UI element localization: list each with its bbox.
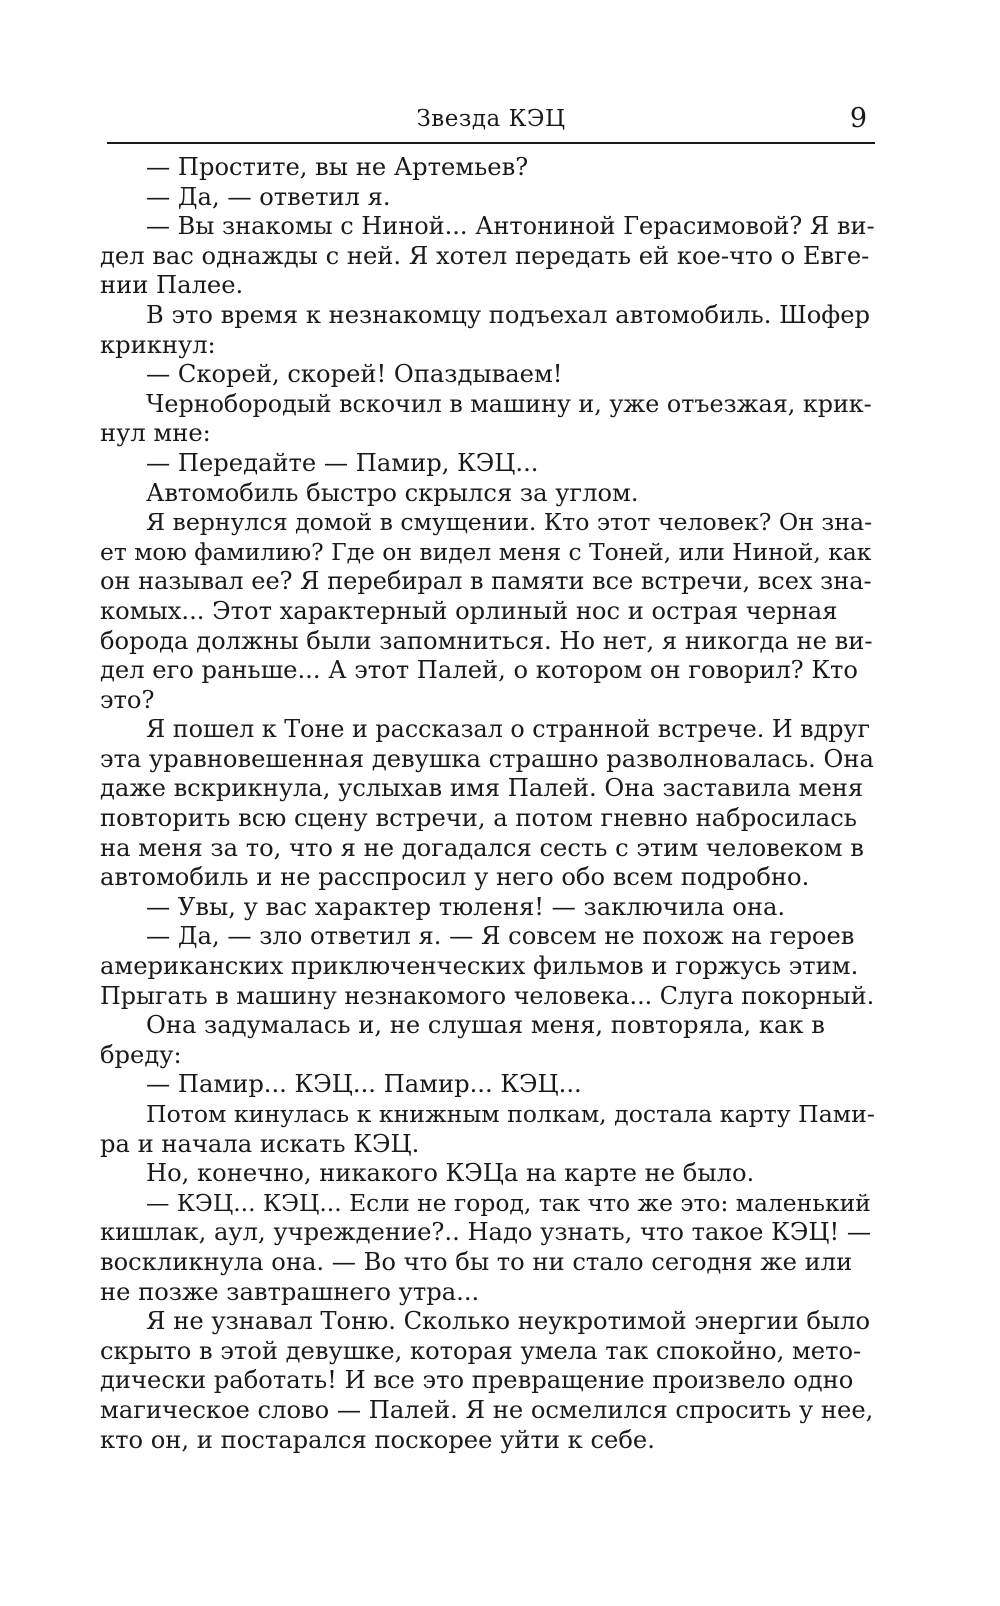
text-line: американских приключенческих фильмов и горжусь этим. bbox=[100, 952, 859, 981]
text-line: Я вернулся домой в смущении. Кто этот человек? Он зна- bbox=[146, 508, 873, 537]
text-line: Я пошел к Тоне и рассказал о странной встрече. И вдруг bbox=[146, 715, 870, 744]
text-line: кишлак, аул, учреждение?.. Надо узнать, что такое КЭЦ! — bbox=[100, 1218, 872, 1247]
text-line: — Простите, вы не Артемьев? bbox=[146, 153, 529, 181]
text-line: скрыто в этой девушке, которая умела так спокойно, мето- bbox=[100, 1336, 862, 1365]
text-line: автомобиль и не расспросил у него обо всем подробно. bbox=[100, 863, 810, 892]
text-line: он называл ее? Я перебирал в памяти все встречи, всех зна- bbox=[100, 567, 872, 596]
text-line: на меня за то, что я не догадался сесть с этим человеком в bbox=[100, 833, 864, 862]
text-line: Но, конечно, никакого КЭЦа на карте не было. bbox=[146, 1159, 755, 1188]
text-line: нул мне: bbox=[100, 419, 211, 448]
page-number: 9 bbox=[849, 103, 867, 134]
text-line: Я не узнавал Тоню. Сколько неукротимой энергии было bbox=[146, 1307, 871, 1336]
text-line: Автомобиль быстро скрылся за углом. bbox=[146, 478, 639, 507]
text-line: нии Палее. bbox=[100, 271, 244, 300]
text-line: Прыгать в машину незнакомого человека... Слуга покорный. bbox=[100, 981, 875, 1010]
text-line: — КЭЦ... КЭЦ... Если не город, так что же это: маленький bbox=[146, 1188, 871, 1217]
text-line: — Да, — зло ответил я. — Я совсем не похож на героев bbox=[146, 922, 855, 951]
text-line: кто он, и постарался поскорее уйти к себе. bbox=[100, 1425, 655, 1454]
text-line: — Памир... КЭЦ... Памир... КЭЦ... bbox=[146, 1070, 582, 1099]
running-head-title: Звезда КЭЦ bbox=[416, 106, 566, 132]
text-line: — Вы знакомы с Ниной... Антониной Герасимовой? Я ви- bbox=[146, 212, 875, 241]
text-line: дел его раньше... А этот Палей, о котором он говорил? Кто bbox=[100, 656, 858, 685]
text-line: крикнул: bbox=[100, 330, 216, 359]
text-line: — Скорей, скорей! Опаздываем! bbox=[146, 360, 563, 389]
text-line: Потом кинулась к книжным полкам, достала карту Пами- bbox=[146, 1100, 875, 1128]
running-head bbox=[107, 102, 875, 144]
text-line: магическое слово — Палей. Я не осмелился спросить у нее, bbox=[100, 1395, 874, 1424]
text-line: В это время к незнакомцу подъехал автомобиль. Шофер bbox=[146, 300, 870, 329]
text-line: дел вас однажды с ней. Я хотел передать ей кое-что о Евге- bbox=[100, 241, 870, 270]
text-line: — Передайте — Памир, КЭЦ... bbox=[146, 448, 539, 477]
text-line: дически работать! И все это превращение произвело одно bbox=[100, 1366, 854, 1395]
text-line: ет мою фамилию? Где он видел меня с Тоней, или Ниной, как bbox=[100, 537, 872, 566]
text-line: — Да, — ответил я. bbox=[146, 182, 391, 211]
text-line: даже вскрикнула, услыхав имя Палей. Она заставила меня bbox=[100, 774, 864, 803]
text-line: Она задумалась и, не слушая меня, повторяла, как в bbox=[146, 1011, 825, 1040]
text-line: ра и начала искать КЭЦ. bbox=[100, 1129, 420, 1158]
text-line: бреду: bbox=[100, 1040, 182, 1069]
text-line: эта уравновешенная девушка страшно разволновалась. Она bbox=[100, 744, 874, 773]
text-line: повторить всю сцену встречи, а потом гневно набросилась bbox=[100, 804, 857, 833]
text-line: воскликнула она. — Во что бы то ни стало сегодня же или bbox=[100, 1247, 853, 1276]
text-line: не позже завтрашнего утра... bbox=[100, 1277, 480, 1306]
text-line: борода должны были запомниться. Но нет, я никогда не ви- bbox=[100, 626, 873, 655]
text-line: — Увы, у вас характер тюленя! — заключила она. bbox=[146, 892, 786, 921]
text-line: это? bbox=[100, 685, 155, 714]
body-text bbox=[100, 153, 875, 1455]
text-line: Чернобородый вскочил в машину и, уже отъезжая, крик- bbox=[146, 389, 872, 418]
text-line: комых... Этот характерный орлиный нос и острая черная bbox=[100, 596, 838, 625]
